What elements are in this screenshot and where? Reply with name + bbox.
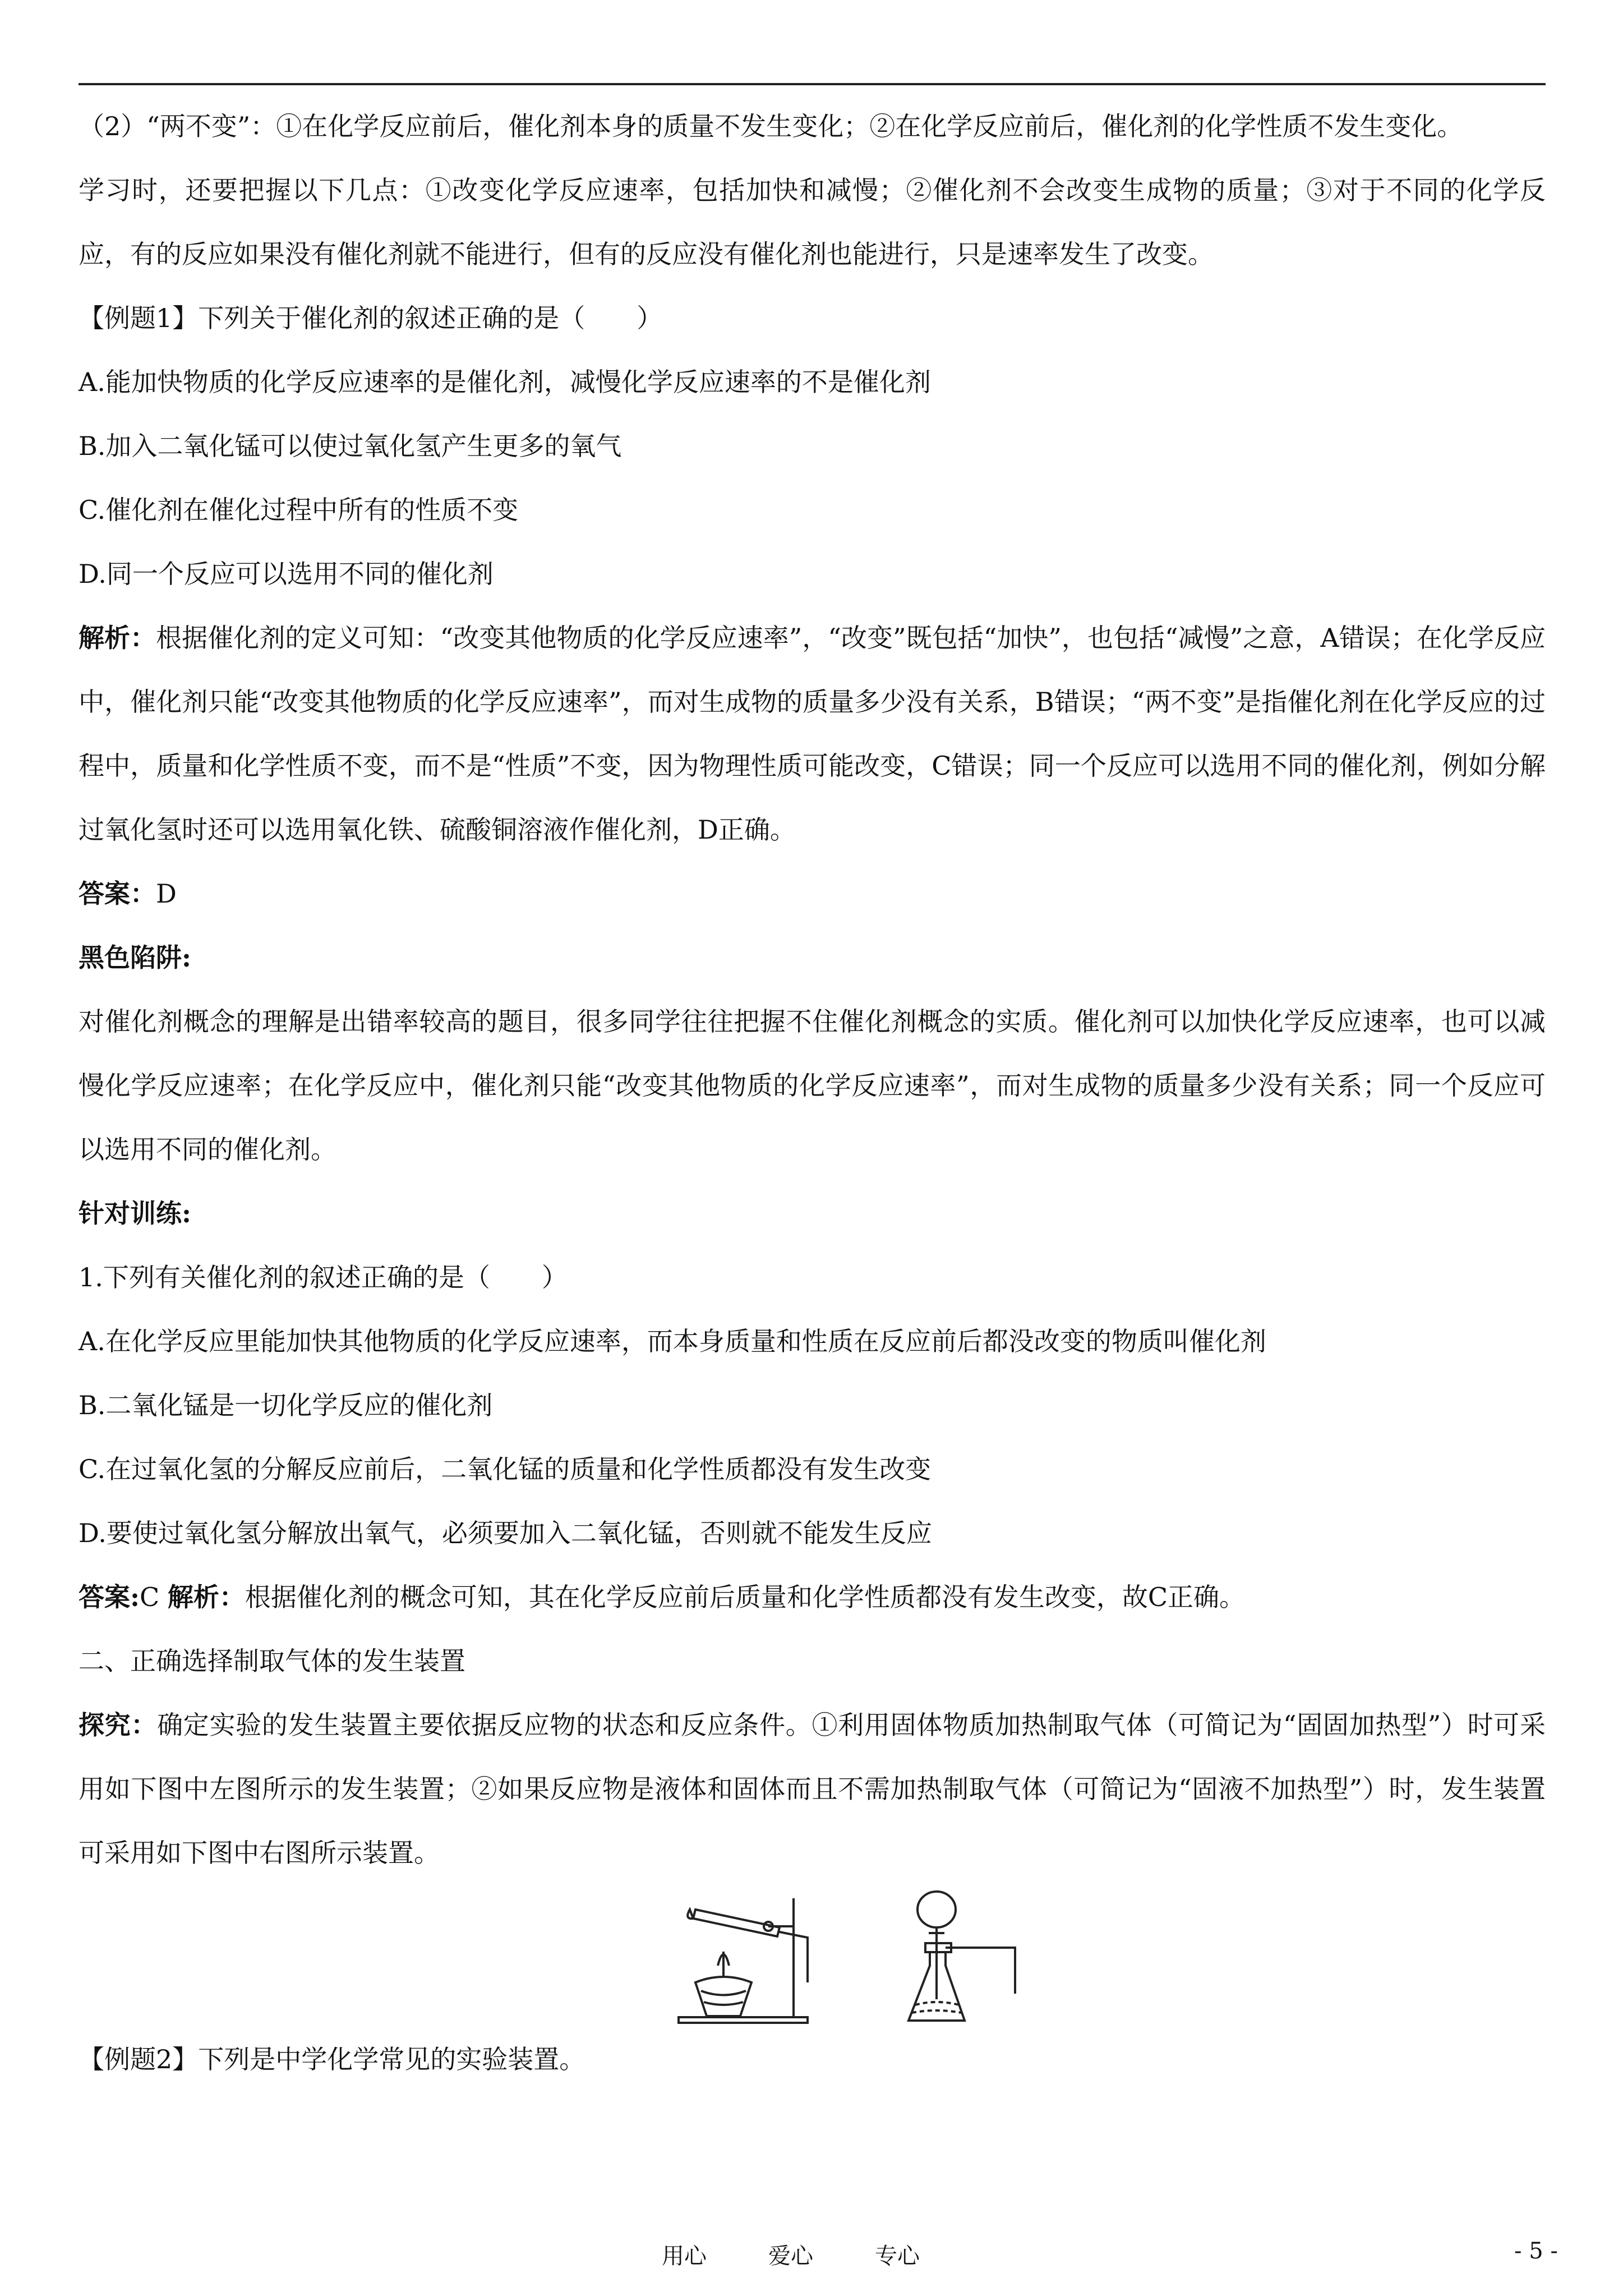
question1-option-a: A.在化学反应里能加快其他物质的化学反应速率，而本身质量和性质在反应前后都没改变的物质叫催化剂 bbox=[79, 1326, 1266, 1356]
analysis-label: 解析： bbox=[79, 623, 156, 653]
footer-motto-1: 用心 bbox=[662, 2243, 707, 2269]
solid-liquid-apparatus-diagram bbox=[903, 1887, 1038, 2027]
example1-analysis bbox=[79, 606, 1546, 862]
analysis2-text: 根据催化剂的概念可知，其在化学反应前后质量和化学性质都没有发生改变，故C正确。 bbox=[245, 1582, 1246, 1612]
footer-motto-3: 专心 bbox=[875, 2243, 920, 2269]
question1-option-b: B.二氧化锰是一切化学反应的催化剂 bbox=[79, 1390, 493, 1420]
paragraph-two-unchanged: （2）“两不变”：①在化学反应前后，催化剂本身的质量不发生变化；②在化学反应前后，催化剂的化学性质不发生变化。 bbox=[79, 111, 1463, 141]
answer-value: D bbox=[156, 878, 177, 909]
page-footer bbox=[0, 2238, 1623, 2272]
footer-motto-2: 爱心 bbox=[768, 2243, 813, 2269]
example1-option-c: C.催化剂在催化过程中所有的性质不变 bbox=[79, 495, 519, 525]
question1-answer bbox=[79, 1565, 1546, 1629]
answer2-label: 答案: bbox=[79, 1582, 140, 1612]
question1-option-c: C.在过氧化氢的分解反应前后，二氧化锰的质量和化学性质都没有发生改变 bbox=[79, 1454, 932, 1484]
page-content bbox=[79, 94, 1546, 2091]
example1-option-d: D.同一个反应可以选用不同的催化剂 bbox=[79, 559, 494, 589]
training-label: 针对训练: bbox=[79, 1198, 191, 1228]
explore-label: 探究： bbox=[79, 1710, 158, 1740]
apparatus-figure bbox=[79, 1887, 1546, 2027]
footer-motto bbox=[662, 2238, 981, 2270]
question1-title: 1.下列有关催化剂的叙述正确的是（ ） bbox=[79, 1262, 568, 1292]
training-heading bbox=[79, 1181, 1546, 1245]
question1-option-d: D.要使过氧化氢分解放出氧气，必须要加入二氧化锰，否则就不能发生反应 bbox=[79, 1518, 932, 1548]
answer2-value: C bbox=[139, 1582, 168, 1612]
explore-paragraph bbox=[79, 1693, 1546, 1885]
analysis-text: 根据催化剂的定义可知：“改变其他物质的化学反应速率”，“改变”既包括“加快”，也包括“减慢”之意，A错误；在化学反应中，催化剂只能“改变其他物质的化学反应速率”，而对生成物的质量多少没有关系，B错误；“两不变”是指催化剂在化学反应的过程中，质量和化学性质不变，而不是“性质”不变，因为物理性质可能改变，C错误；同一个反应可以选用不同的催化剂，例如分解过氧化氢时还可以选用氧化铁、硫酸铜溶液作催化剂，D正确。 bbox=[79, 623, 1546, 845]
paragraph-study-points: 学习时，还要把握以下几点：①改变化学反应速率，包括加快和减慢；②催化剂不会改变生成物的质量；③对于不同的化学反应，有的反应如果没有催化剂就不能进行，但有的反应没有催化剂也能进行，只是速率发生了改变。 bbox=[79, 175, 1546, 269]
example1-option-b: B.加入二氧化锰可以使过氧化氢产生更多的氧气 bbox=[79, 431, 622, 461]
explore-text: 确定实验的发生装置主要依据反应物的状态和反应条件。①利用固体物质加热制取气体（可简记为“固固加热型”）时可采用如下图中左图所示的发生装置；②如果反应物是液体和固体而且不需加热制取气体（可简记为“固液不加热型”）时，发生装置可采用如下图中右图所示装置。 bbox=[79, 1710, 1546, 1868]
answer-label: 答案： bbox=[79, 878, 156, 909]
example1-option-a: A.能加快物质的化学反应速率的是催化剂，减慢化学反应速率的不是催化剂 bbox=[79, 367, 931, 397]
section2-heading: 二、正确选择制取气体的发生装置 bbox=[79, 1646, 465, 1676]
trap-heading bbox=[79, 926, 1546, 990]
page-number: - 5 - bbox=[1514, 2238, 1558, 2264]
header-rule bbox=[79, 83, 1546, 85]
analysis2-label: 解析： bbox=[167, 1582, 245, 1612]
trap-text: 对催化剂概念的理解是出错率较高的题目，很多同学往往把握不住催化剂概念的实质。催化剂可以加快化学反应速率，也可以减慢化学反应速率；在化学反应中，催化剂只能“改变其他物质的化学反应速率”，而对生成物的质量多少没有关系；同一个反应可以选用不同的催化剂。 bbox=[79, 1006, 1546, 1165]
trap-label: 黑色陷阱: bbox=[79, 942, 191, 973]
example2-title: 【例题2】下列是中学化学常见的实验装置。 bbox=[79, 2044, 585, 2074]
example1-answer bbox=[79, 862, 1546, 926]
solid-heating-apparatus-diagram bbox=[673, 1887, 819, 2027]
example1-title: 【例题1】下列关于催化剂的叙述正确的是（ ） bbox=[79, 303, 663, 333]
